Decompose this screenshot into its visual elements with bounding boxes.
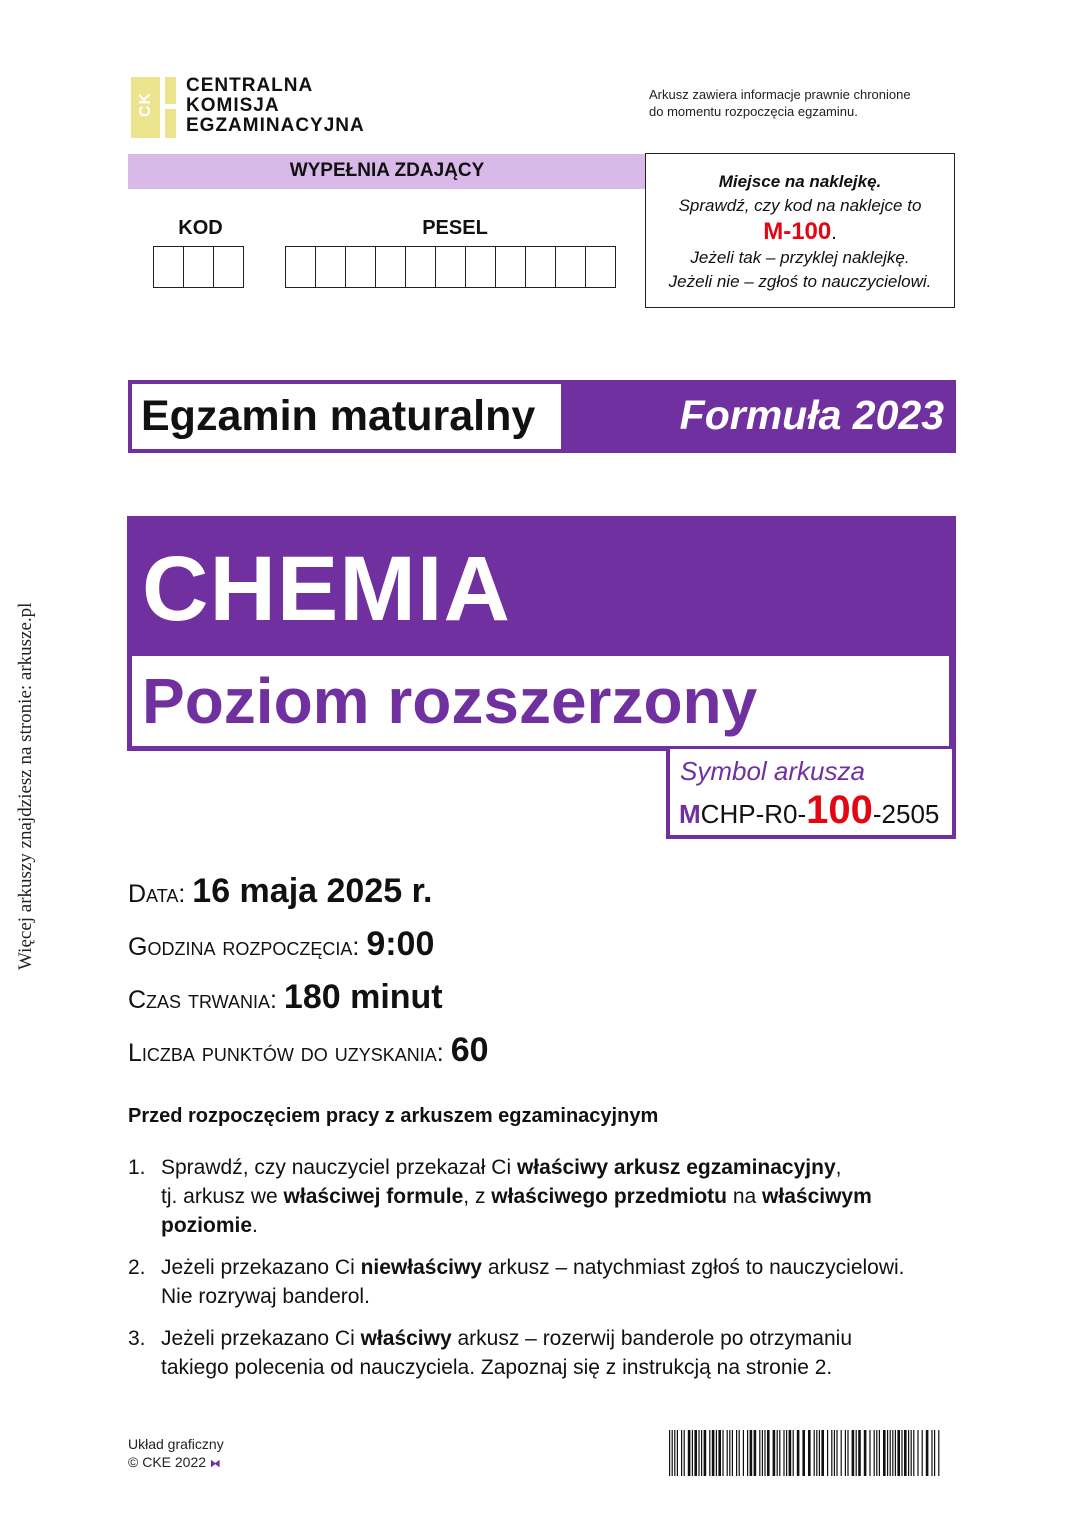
sticker-title: Miejsce na naklejkę. bbox=[718, 172, 882, 191]
instruction-text: arkusz – natychmiast zgłoś to nauczycielowi. bbox=[482, 1256, 905, 1279]
pesel-digit-box[interactable] bbox=[496, 246, 526, 288]
instruction-bold: niewłaściwy bbox=[360, 1256, 482, 1279]
instruction-text: Sprawdź, czy nauczyciel przekazał Ci bbox=[161, 1156, 517, 1179]
pesel-label: PESEL bbox=[422, 217, 488, 239]
info-date: Data: 16 maja 2025 r. bbox=[128, 872, 433, 910]
barcode-bar bbox=[743, 1430, 744, 1476]
barcode-bar bbox=[727, 1430, 728, 1476]
barcode-bar bbox=[764, 1430, 765, 1476]
barcode-bar bbox=[722, 1430, 723, 1476]
barcode-bar bbox=[917, 1430, 918, 1476]
legal-notice-line: Arkusz zawiera informacje prawnie chronione bbox=[649, 87, 911, 102]
pesel-digit-box[interactable] bbox=[586, 246, 616, 288]
kod-digit-box[interactable] bbox=[214, 246, 244, 288]
barcode-bar bbox=[789, 1430, 792, 1476]
info-date-label: Data bbox=[128, 880, 179, 908]
sticker-code-line bbox=[646, 218, 954, 246]
pesel-input-boxes[interactable] bbox=[285, 246, 616, 288]
barcode-bar bbox=[895, 1430, 896, 1476]
kod-label: KOD bbox=[178, 217, 223, 239]
side-watermark-text: Więcej arkuszy znajdziesz na stronie: arkusze.pl bbox=[15, 602, 36, 970]
instruction-text: , z bbox=[463, 1185, 492, 1208]
barcode-bar bbox=[750, 1430, 753, 1476]
info-points-value: 60 bbox=[450, 1031, 489, 1069]
sticker-no-text: Jeżeli nie – zgłoś to nauczycielowi. bbox=[668, 272, 932, 291]
barcode-bar bbox=[672, 1430, 673, 1476]
info-date-value: 16 maja 2025 r. bbox=[192, 872, 433, 910]
barcode-bar bbox=[688, 1430, 691, 1476]
barcode-bar bbox=[739, 1430, 740, 1476]
instruction-text: . bbox=[252, 1214, 258, 1237]
cke-logo bbox=[131, 76, 381, 142]
barcode-bar bbox=[926, 1430, 929, 1476]
barcode-bar bbox=[779, 1430, 780, 1476]
instruction-bold: właściwego przedmiotu bbox=[491, 1185, 728, 1208]
barcode-bar bbox=[897, 1430, 900, 1476]
kod-input-boxes[interactable] bbox=[153, 246, 244, 288]
exam-formula: Formuła 2023 bbox=[679, 392, 944, 438]
barcode-bar bbox=[892, 1430, 893, 1476]
footer-copyright: © CKE 2022 bbox=[128, 1454, 207, 1470]
instruction-text: Jeżeli przekazano Ci bbox=[161, 1256, 361, 1279]
barcode-bar bbox=[793, 1430, 794, 1476]
barcode-bar bbox=[874, 1430, 875, 1476]
barcode-bar bbox=[904, 1430, 907, 1476]
fill-section-title: WYPEŁNIA ZDAJĄCY bbox=[289, 160, 485, 181]
barcode-bar bbox=[831, 1430, 832, 1476]
barcode-bar bbox=[847, 1430, 848, 1476]
barcode-bar bbox=[762, 1430, 763, 1476]
pesel-digit-box[interactable] bbox=[346, 246, 376, 288]
barcode-bar bbox=[922, 1430, 923, 1476]
barcode-bar bbox=[698, 1430, 699, 1476]
barcode-bar bbox=[692, 1430, 693, 1476]
barcode-bar bbox=[890, 1430, 891, 1476]
barcode-bar bbox=[834, 1430, 835, 1476]
barcode-bar bbox=[773, 1430, 776, 1476]
barcode-bar bbox=[718, 1430, 721, 1476]
footer-credit bbox=[128, 1435, 224, 1473]
barcode-bar bbox=[802, 1430, 805, 1476]
barcode-bar bbox=[814, 1430, 815, 1476]
exam-title: Egzamin maturalny bbox=[141, 392, 536, 440]
pesel-digit-box[interactable] bbox=[376, 246, 406, 288]
barcode-bar bbox=[701, 1430, 702, 1476]
instruction-text: arkusz – rozerwij banderole po otrzymaniu bbox=[451, 1327, 853, 1350]
info-start-time: Godzina rozpoczęcia: 9:00 bbox=[128, 925, 435, 963]
instructions-heading: Przed rozpoczęciem pracy z arkuszem egzaminacyjnym bbox=[128, 1105, 659, 1127]
instruction-number: 1. bbox=[128, 1156, 146, 1179]
instruction-text: takiego polecenia od nauczyciela. Zapoznaj się z instrukcją na stronie 2. bbox=[161, 1356, 833, 1379]
barcode-bar bbox=[808, 1430, 811, 1476]
barcode-bar bbox=[887, 1430, 888, 1476]
sticker-area bbox=[645, 153, 955, 308]
info-points: Liczba punktów do uzyskania: 60 bbox=[128, 1031, 489, 1069]
logo-text bbox=[186, 76, 365, 136]
logo-mark-letters: CK bbox=[137, 91, 154, 117]
barcode-bar bbox=[732, 1430, 733, 1476]
barcode-bar bbox=[869, 1430, 870, 1476]
pesel-digit-box[interactable] bbox=[406, 246, 436, 288]
instructions-list bbox=[128, 1153, 958, 1395]
pesel-digit-box[interactable] bbox=[286, 246, 316, 288]
instruction-text: Nie rozrywaj banderol. bbox=[161, 1285, 370, 1308]
barcode-bar bbox=[883, 1430, 886, 1476]
barcode-bar bbox=[712, 1430, 715, 1476]
barcode-bar bbox=[716, 1430, 717, 1476]
barcode-bar bbox=[767, 1430, 770, 1476]
footer-line: Układ graficzny bbox=[128, 1436, 224, 1452]
bowtie-icon: ⧓ bbox=[209, 1458, 221, 1470]
info-time-value: 9:00 bbox=[366, 925, 435, 963]
sticker-yes-text: Jeżeli tak – przyklej naklejkę. bbox=[690, 248, 910, 267]
barcode-bar bbox=[879, 1430, 880, 1476]
logo-line: EGZAMINACYJNA bbox=[186, 115, 365, 136]
info-duration: Czas trwania: 180 minut bbox=[128, 978, 443, 1016]
symbol-label: Symbol arkusza bbox=[680, 756, 865, 786]
sticker-code: M-100 bbox=[763, 218, 832, 245]
instruction-number: 3. bbox=[128, 1327, 146, 1350]
barcode-bar bbox=[736, 1430, 737, 1476]
barcode-bar bbox=[786, 1430, 787, 1476]
barcode-bar bbox=[677, 1430, 678, 1476]
barcode-bar bbox=[827, 1430, 828, 1476]
symbol-code-m: M bbox=[679, 799, 701, 829]
barcode-bar bbox=[729, 1430, 730, 1476]
barcode-bar bbox=[911, 1430, 912, 1476]
instruction-item bbox=[128, 1253, 958, 1311]
instruction-text: na bbox=[727, 1185, 763, 1208]
barcode-bar bbox=[931, 1430, 932, 1476]
sticker-code-period: . bbox=[831, 222, 837, 244]
barcode-bar bbox=[864, 1430, 867, 1476]
instruction-item bbox=[128, 1324, 958, 1382]
barcode-bar bbox=[934, 1430, 935, 1476]
barcode-bar bbox=[816, 1430, 817, 1476]
barcode-bar bbox=[819, 1430, 820, 1476]
logo-line: CENTRALNA bbox=[186, 75, 314, 96]
info-duration-label: Czas trwania bbox=[128, 986, 271, 1014]
sticker-check-text: Sprawdź, czy kod na naklejce to bbox=[678, 196, 922, 215]
symbol-code-part-a: CHP-R0- bbox=[700, 799, 807, 829]
logo-line: KOMISJA bbox=[186, 95, 280, 116]
pesel-digit-box[interactable] bbox=[526, 246, 556, 288]
barcode-bar bbox=[901, 1430, 902, 1476]
instruction-bold: właściwej formule bbox=[283, 1185, 464, 1208]
instruction-text: Jeżeli przekazano Ci bbox=[161, 1327, 361, 1350]
info-time-label: Godzina rozpoczęcia bbox=[128, 933, 353, 961]
barcode-bar bbox=[759, 1430, 760, 1476]
instruction-item bbox=[128, 1153, 958, 1240]
barcode-bar bbox=[747, 1430, 748, 1476]
barcode-bar bbox=[852, 1430, 855, 1476]
barcode-bar bbox=[754, 1430, 757, 1476]
barcode-bar bbox=[797, 1430, 800, 1476]
kod-digit-box[interactable] bbox=[184, 246, 214, 288]
barcode-bar bbox=[694, 1430, 697, 1476]
barcode-bar bbox=[841, 1430, 842, 1476]
footer-line-copyright bbox=[128, 1453, 224, 1473]
legal-notice-line: do momentu rozpoczęcia egzaminu. bbox=[649, 104, 858, 119]
barcode-bar bbox=[709, 1430, 710, 1476]
barcode-bar bbox=[674, 1430, 675, 1476]
barcode-bar bbox=[845, 1430, 846, 1476]
barcode-bar bbox=[684, 1430, 685, 1476]
barcode-bar bbox=[821, 1430, 824, 1476]
pesel-digit-box[interactable] bbox=[316, 246, 346, 288]
barcode-bar bbox=[681, 1430, 682, 1476]
barcode-bar bbox=[938, 1430, 939, 1476]
cke-logo-mark bbox=[131, 77, 176, 138]
symbol-code-number: 100 bbox=[806, 788, 873, 832]
barcode-bar bbox=[908, 1430, 909, 1476]
pesel-digit-box[interactable] bbox=[466, 246, 496, 288]
barcode-bar bbox=[858, 1430, 861, 1476]
barcode-bar bbox=[856, 1430, 857, 1476]
subject-title: CHEMIA bbox=[142, 538, 511, 640]
instruction-bold: właściwy arkusz egzaminacyjny bbox=[516, 1156, 836, 1179]
barcode-image bbox=[669, 1430, 941, 1476]
symbol-code bbox=[679, 788, 939, 833]
instruction-bold: właściwym poziomie bbox=[161, 1185, 872, 1237]
barcode-bar bbox=[669, 1430, 670, 1476]
pesel-digit-box[interactable] bbox=[436, 246, 466, 288]
pesel-digit-box[interactable] bbox=[556, 246, 586, 288]
info-points-label: Liczba punktów do uzyskania bbox=[128, 1039, 437, 1067]
instruction-text: tj. arkusz we bbox=[161, 1185, 284, 1208]
barcode-bar bbox=[836, 1430, 837, 1476]
barcode-bar bbox=[913, 1430, 914, 1476]
symbol-code-part-b: -2505 bbox=[872, 799, 940, 829]
instruction-number: 2. bbox=[128, 1256, 146, 1279]
legal-notice bbox=[649, 86, 969, 120]
barcode-bar bbox=[704, 1430, 707, 1476]
barcode-bar bbox=[876, 1430, 877, 1476]
barcode-bar bbox=[783, 1430, 784, 1476]
info-duration-value: 180 minut bbox=[283, 978, 443, 1016]
barcode-bar bbox=[777, 1430, 778, 1476]
instruction-bold: właściwy bbox=[360, 1327, 452, 1350]
level-title: Poziom rozszerzony bbox=[142, 665, 758, 737]
instruction-text: , bbox=[835, 1156, 842, 1179]
kod-digit-box[interactable] bbox=[154, 246, 184, 288]
